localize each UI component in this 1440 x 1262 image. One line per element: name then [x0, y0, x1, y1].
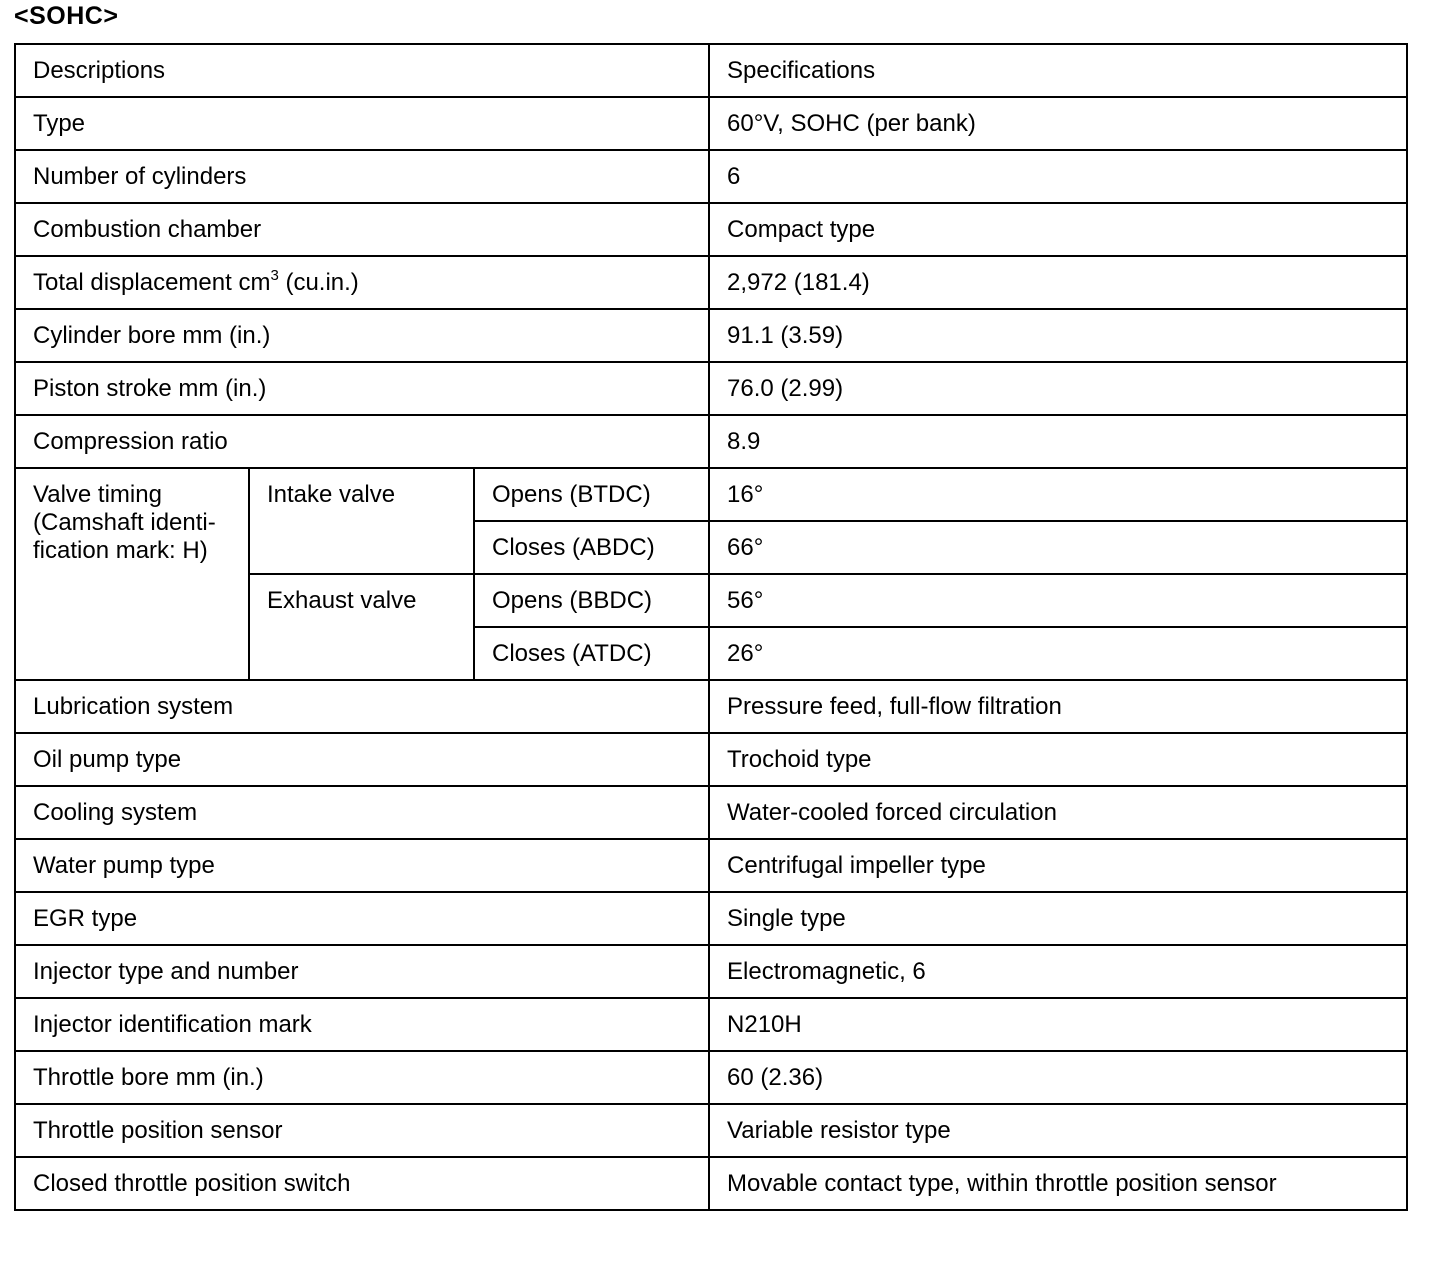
- table-row: [15, 733, 1407, 786]
- table-row: [15, 1051, 1407, 1104]
- row-value: Movable contact type, within throttle position sensor: [709, 1157, 1407, 1210]
- displacement-unit: (cu.in.): [278, 269, 359, 296]
- row-value: N210H: [709, 998, 1407, 1051]
- row-label: Oil pump type: [15, 733, 709, 786]
- table-row: [15, 309, 1407, 362]
- row-label: Combustion chamber: [15, 203, 709, 256]
- valve-timing-row: [15, 468, 1407, 521]
- valve-timing-label: Valve timing (Camshaft identi-fication mark: H): [15, 468, 249, 680]
- table-header-row: [15, 44, 1407, 97]
- row-label: EGR type: [15, 892, 709, 945]
- table-row: [15, 97, 1407, 150]
- table-row: [15, 1157, 1407, 1210]
- table-row: [15, 415, 1407, 468]
- row-label: Water pump type: [15, 839, 709, 892]
- row-value: 8.9: [709, 415, 1407, 468]
- table-row: [15, 892, 1407, 945]
- row-value: Compact type: [709, 203, 1407, 256]
- row-label: Compression ratio: [15, 415, 709, 468]
- table-row: [15, 203, 1407, 256]
- exhaust-opens-value: 56°: [709, 574, 1407, 627]
- table-row: [15, 362, 1407, 415]
- table-row: [15, 680, 1407, 733]
- spec-table: [14, 43, 1408, 1211]
- table-row: [15, 945, 1407, 998]
- row-value: 60 (2.36): [709, 1051, 1407, 1104]
- row-value: 6: [709, 150, 1407, 203]
- cubic-superscript: 3: [270, 267, 279, 284]
- row-label: Throttle bore mm (in.): [15, 1051, 709, 1104]
- row-value: Trochoid type: [709, 733, 1407, 786]
- displacement-label: Total displacement cm: [33, 269, 271, 296]
- intake-valve-label: Intake valve: [249, 468, 474, 574]
- header-descriptions: Descriptions: [15, 44, 709, 97]
- row-label: Injector identification mark: [15, 998, 709, 1051]
- row-value: Variable resistor type: [709, 1104, 1407, 1157]
- header-specifications: Specifications: [709, 44, 1407, 97]
- table-row: [15, 150, 1407, 203]
- row-label: [15, 256, 709, 309]
- table-row: [15, 1104, 1407, 1157]
- row-value: Water-cooled forced circulation: [709, 786, 1407, 839]
- table-row: [15, 256, 1407, 309]
- row-value: Single type: [709, 892, 1407, 945]
- row-value: 91.1 (3.59): [709, 309, 1407, 362]
- intake-closes-value: 66°: [709, 521, 1407, 574]
- intake-opens-label: Opens (BTDC): [474, 468, 709, 521]
- row-label: Injector type and number: [15, 945, 709, 998]
- row-value: Centrifugal impeller type: [709, 839, 1407, 892]
- exhaust-valve-label: Exhaust valve: [249, 574, 474, 680]
- row-label: Closed throttle position switch: [15, 1157, 709, 1210]
- row-label: Type: [15, 97, 709, 150]
- exhaust-closes-value: 26°: [709, 627, 1407, 680]
- table-row: [15, 786, 1407, 839]
- exhaust-opens-label: Opens (BBDC): [474, 574, 709, 627]
- intake-closes-label: Closes (ABDC): [474, 521, 709, 574]
- row-label: Piston stroke mm (in.): [15, 362, 709, 415]
- table-row: [15, 839, 1407, 892]
- intake-opens-value: 16°: [709, 468, 1407, 521]
- row-label: Throttle position sensor: [15, 1104, 709, 1157]
- row-label: Cylinder bore mm (in.): [15, 309, 709, 362]
- table-row: [15, 998, 1407, 1051]
- exhaust-closes-label: Closes (ATDC): [474, 627, 709, 680]
- row-value: 60°V, SOHC (per bank): [709, 97, 1407, 150]
- row-value: 76.0 (2.99): [709, 362, 1407, 415]
- row-value: Pressure feed, full-flow filtration: [709, 680, 1407, 733]
- page-title: <SOHC>: [14, 2, 119, 30]
- row-label: Lubrication system: [15, 680, 709, 733]
- row-label: Cooling system: [15, 786, 709, 839]
- row-value: Electromagnetic, 6: [709, 945, 1407, 998]
- row-label: Number of cylinders: [15, 150, 709, 203]
- row-value: 2,972 (181.4): [709, 256, 1407, 309]
